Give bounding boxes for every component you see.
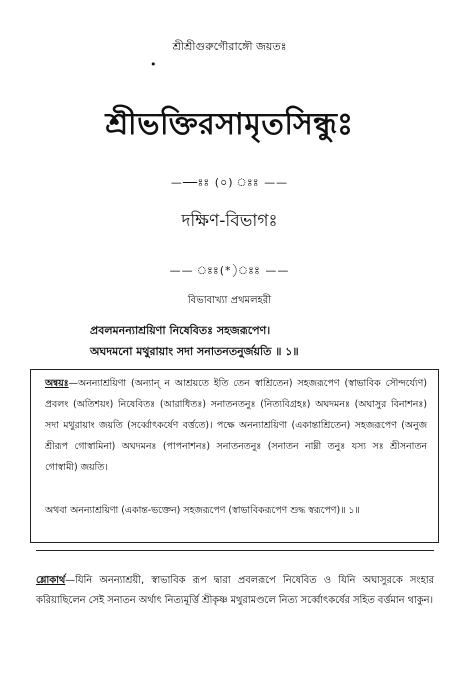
page-mark: • bbox=[150, 58, 157, 71]
invocation-line: শ্রীশ্রীগুরুগৌরাঙ্গৌ জয়তঃ bbox=[172, 40, 287, 53]
meaning-label: শ্লোকার্থ bbox=[36, 575, 66, 586]
verse-line-2: অঘদমনো মথুরায়াং সদা সনাতনতনুর্জয়তি ॥ ১॥ bbox=[90, 345, 299, 358]
section-heading: দক্ষিণ-বিভাগঃ bbox=[181, 211, 278, 231]
book-title: শ্রীভক্তিরসামৃতসিন্ধুঃ bbox=[105, 107, 354, 142]
anvaya-label: অন্বয়ঃ bbox=[45, 378, 69, 389]
anvaya-text: —অনন্যাশ্রয়িণা (অন্যান্ ন আশ্রয়তে ইতি তেন স্বাশ্রিতেন) সহজরূপেণ (স্বাভাবিক সৌন্দর্য্যেণ) প্রবলং (অতিশয়ং) নিষেবিতঃ (আরাধিতঃ) সনাতনতনুঃ (নিত্যবিগ্রহঃ) অঘদমনঃ (অঘাসুর বিনাশনঃ) সদা মথুরায়াং জয়তি (সৰ্ব্বোৎকর্ষেণ বর্ত্ততে)। পক্ষে অনন্যাশ্রয়িণা (একান্তাশ্রিতেন) সহজরূপেণ (অনুজ শ্রীরূপ গোস্বামিনা) অঘদমনঃ (পাপনাশনঃ) সনাতনতনুঃ (সনাতন নাম্নী তনুঃ যস্য সঃ শ্রীসনাতন গোস্বামী) জয়তি। bbox=[45, 378, 427, 473]
ornament-divider-mid: —— ঃঃ(*)ঃঃ —— bbox=[169, 264, 290, 277]
chapter-title: বিভাবাখ্যা প্রথমলহরী bbox=[187, 295, 272, 306]
anvaya-paragraph bbox=[45, 373, 427, 478]
verse-line-1: প্রবলমনন্যাশ্রয়িণা নিষেবিতঃ সহজরূপেণ। bbox=[90, 324, 271, 337]
meaning-text: —যিনি অনন্যাশ্রয়ী, স্বাভাবিক রূপ দ্বারা প্রবলরূপে নিষেবিত ও যিনি অঘাসুরকে সংহার করিয়াছিলেন সেই সনাতন অর্থাৎ নিত্যমূর্ত্তি শ্রীকৃষ্ণ মথুরামণ্ডলে নিত্য সৰ্ব্বোৎকর্ষের সহিত বর্ত্তমান থাকুন। bbox=[36, 575, 434, 606]
ornament-divider-top: ——ঃঃ (০) ঃঃ —— bbox=[170, 176, 289, 189]
separator-line bbox=[36, 550, 434, 551]
meaning-paragraph bbox=[36, 571, 434, 611]
anvaya-alternate: অথবা অনন্যাশ্রয়িণা (একান্ত-ভক্তেন) সহজরূপেণ (স্বাভাবিকরূপেণ শুদ্ধ স্বরূপেণ)॥ ১॥ bbox=[45, 505, 360, 516]
anvaya-box bbox=[30, 369, 439, 543]
